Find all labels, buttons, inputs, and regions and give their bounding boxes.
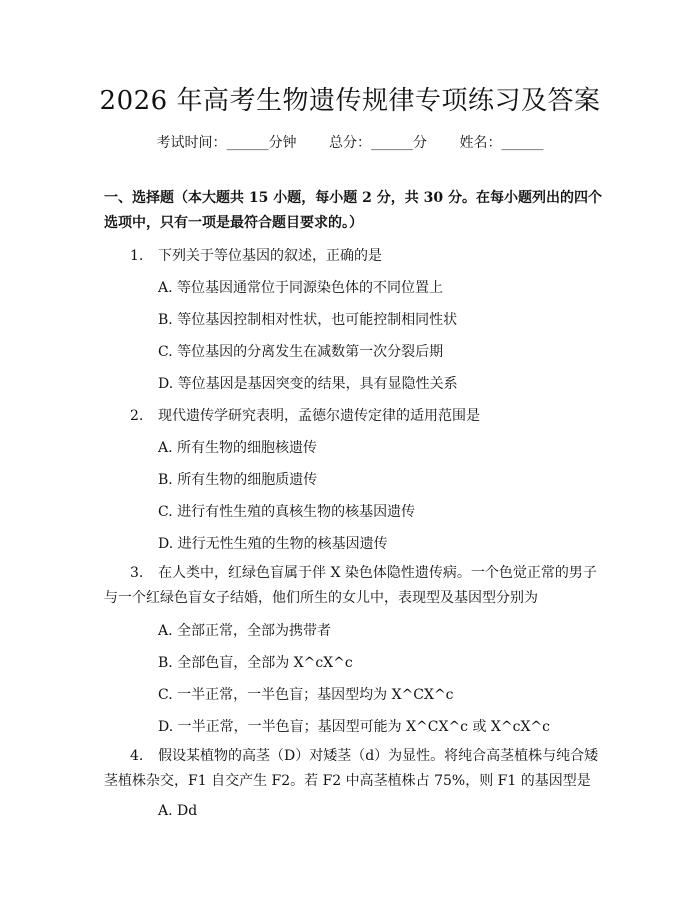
question-number: 2.: [130, 408, 144, 424]
question-stem: 假设某植物的高茎（D）对矮茎（d）为显性。将纯合高茎植株与纯合矮茎植株杂交，F1 自交产生 F2。若 F2 中高茎植株占 75%，则 F1 的基因型是: [104, 748, 599, 789]
exam-time-field: 考试时间：______分钟: [156, 135, 297, 151]
option-3d: D. 一半正常，一半色盲；基因型可能为 X^CX^c 或 X^cX^c: [158, 719, 550, 735]
option-1a: A. 等位基因通常位于同源染色体的不同位置上: [158, 280, 444, 296]
option-2b: B. 所有生物的细胞质遗传: [158, 472, 318, 488]
exam-info-line: [0, 132, 700, 152]
option-1c: C. 等位基因的分离发生在减数第一次分裂后期: [158, 344, 444, 360]
option-2c: C. 进行有性生殖的真核生物的核基因遗传: [158, 504, 416, 520]
question-stem: 下列关于等位基因的叙述，正确的是: [158, 248, 382, 264]
option-1d: D. 等位基因是基因突变的结果，具有显隐性关系: [158, 376, 458, 392]
question-4: [104, 744, 604, 794]
page-title: 2026 年高考生物遗传规律专项练习及答案: [99, 86, 601, 116]
option-2d: D. 进行无性生殖的生物的核基因遗传: [158, 536, 388, 552]
question-3: [104, 561, 604, 611]
option-3a: A. 全部正常，全部为携带者: [158, 623, 332, 639]
name-field: 姓名：______: [459, 135, 544, 151]
option-3b: B. 全部色盲，全部为 X^cX^c: [158, 655, 353, 671]
option-1b: B. 等位基因控制相对性状，也可能控制相同性状: [158, 312, 458, 328]
question-1: [130, 245, 382, 265]
question-number: 4.: [130, 748, 144, 764]
section-heading: 一、选择题（本大题共 15 小题，每小题 2 分，共 30 分。在每小题列出的四个选项中，只有一项是最符合题目要求的。）: [104, 190, 602, 231]
option-4a: A. Dd: [158, 803, 198, 819]
total-score-field: 总分：______分: [329, 135, 427, 151]
option-2a: A. 所有生物的细胞核遗传: [158, 440, 318, 456]
question-number: 1.: [130, 248, 144, 264]
question-2: [130, 405, 480, 425]
question-stem: 现代遗传学研究表明，孟德尔遗传定律的适用范围是: [158, 408, 480, 424]
question-number: 3.: [130, 565, 144, 581]
question-stem: 在人类中，红绿色盲属于伴 X 染色体隐性遗传病。一个色觉正常的男子与一个红绿色盲女子结婚，他们所生的女儿中，表现型及基因型分别为: [104, 565, 597, 606]
option-3c: C. 一半正常，一半色盲；基因型均为 X^CX^c: [158, 687, 454, 703]
